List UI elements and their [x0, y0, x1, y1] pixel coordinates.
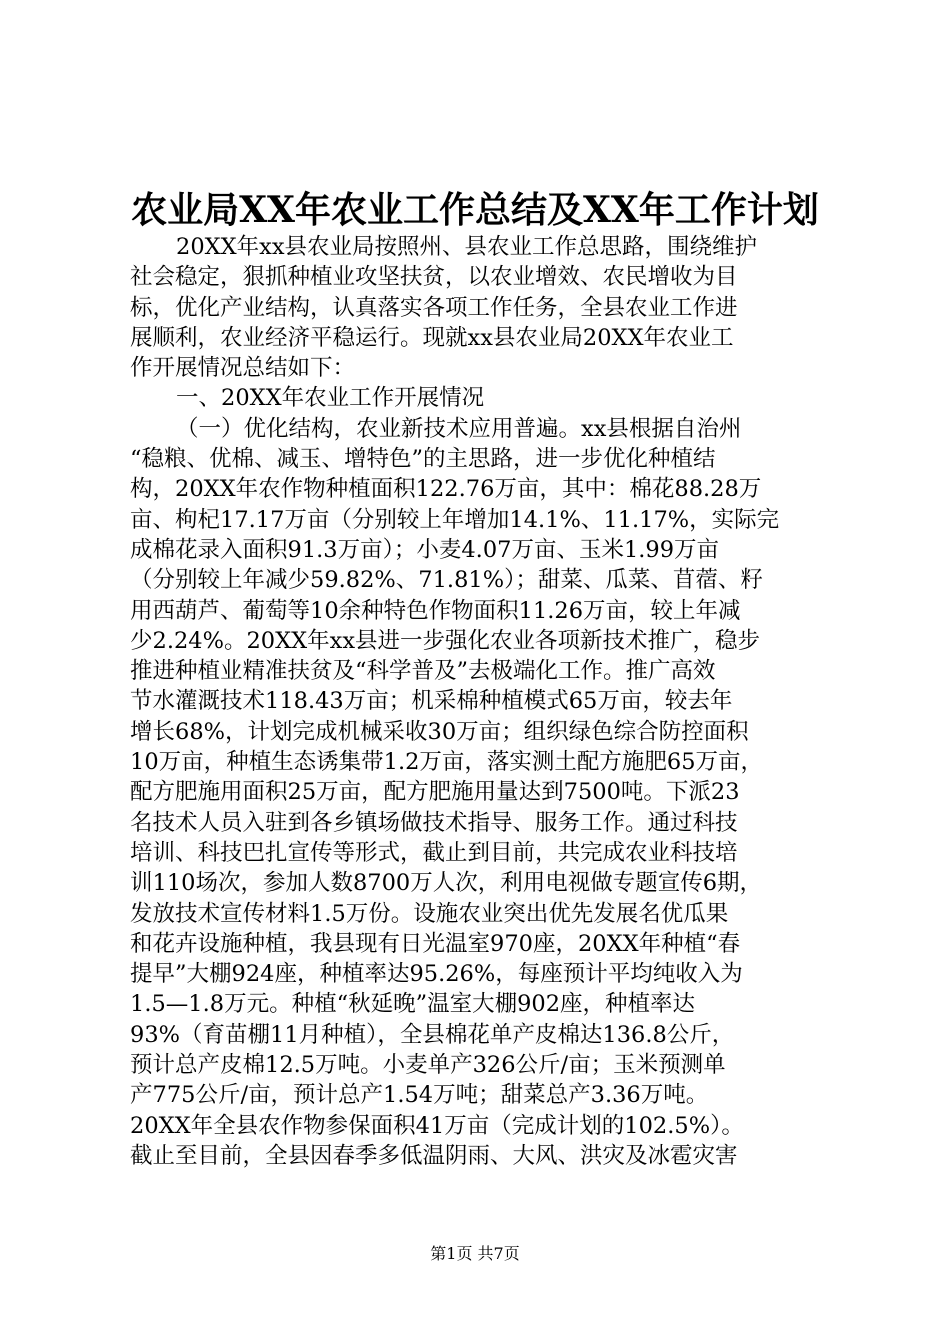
paragraph-line: 增长68%，计划完成机械采收30万亩；组织绿色综合防控面积 [130, 718, 749, 745]
paragraph-line: 社会稳定，狠抓种植业攻坚扶贫，以农业增效、农民增收为目 [130, 264, 738, 291]
paragraph-line: 亩、枸杞17.17万亩（分别较上年增加14.1%、11.17%，实际完 [130, 506, 780, 533]
paragraph-line: 1.5—1.8万元。种植“秋延晚”温室大棚902座，种植率达 [130, 991, 696, 1018]
section-heading: 一、20XX年农业工作开展情况 [176, 385, 485, 412]
paragraph-line: 标，优化产业结构，认真落实各项工作任务，全县农业工作进 [130, 294, 738, 321]
paragraph-line: 20XX年xx县农业局按照州、县农业工作总思路，围绕维护 [176, 234, 758, 260]
paragraph-line: 发放技术宣传材料1.5万份。设施农业突出优先发展名优瓜果 [130, 900, 729, 927]
paragraph-line: （一）优化结构，农业新技术应用普遍。xx县根据自治州 [176, 415, 742, 442]
paragraph-line: 提早”大棚924座，种植率达95.26%，每座预计平均纯收入为 [130, 961, 743, 988]
paragraph-line: 名技术人员入驻到各乡镇场做技术指导、服务工作。通过科技 [130, 809, 738, 836]
paragraph-line: 节水灌溉技术118.43万亩；机采棉种植模式65万亩，较去年 [130, 688, 733, 715]
paragraph-line: 和花卉设施种植，我县现有日光温室970座，20XX年种植“春 [130, 930, 741, 957]
paragraph-line: 展顺利，农业经济平稳运行。现就xx县农业局20XX年农业工 [130, 324, 734, 351]
paragraph-line: 20XX年全县农作物参保面积41万亩（完成计划的102.5%）。 [130, 1112, 744, 1139]
paragraph-line: 推进种植业精准扶贫及“科学普及”去极端化工作。推广高效 [130, 658, 716, 685]
paragraph-line: 截止至目前，全县因春季多低温阴雨、大风、洪灾及冰雹灾害 [130, 1142, 738, 1169]
document-title: 农业局XX年农业工作总结及XX年工作计划 [131, 189, 819, 231]
paragraph-line: 作开展情况总结如下： [130, 355, 356, 382]
paragraph-line: 配方肥施用面积25万亩，配方肥施用量达到7500吨。下派23 [130, 779, 740, 806]
document-body [130, 232, 830, 1171]
paragraph-line: 用西葫芦、葡萄等10余种特色作物面积11.26万亩，较上年减 [130, 597, 741, 624]
paragraph-line: 预计总产皮棉12.5万吨。小麦单产326公斤/亩；玉米预测单 [130, 1052, 726, 1079]
paragraph-line: 构，20XX年农作物种植面积122.76万亩，其中：棉花88.28万 [130, 476, 762, 503]
paragraph-line: “稳粮、优棉、减玉、增特色”的主思路，进一步优化种植结 [130, 446, 716, 473]
paragraph-line: 93%（育苗棚11月种植），全县棉花单产皮棉达136.8公斤， [130, 1021, 735, 1048]
paragraph-line: 训110场次，参加人数8700万人次，利用电视做专题宣传6期， [130, 870, 763, 897]
paragraph-line: 产775公斤/亩，预计总产1.54万吨；甜菜总产3.36万吨。 [130, 1082, 709, 1109]
paragraph-line: （分别较上年减少59.82%、71.81%）；甜菜、瓜菜、苜蓿、籽 [130, 567, 763, 594]
paragraph-line: 10万亩，种植生态诱集带1.2万亩，落实测土配方施肥65万亩， [130, 749, 764, 776]
paragraph-line: 成棉花录入面积91.3万亩）；小麦4.07万亩、玉米1.99万亩 [130, 536, 720, 563]
paragraph-line: 培训、科技巴扎宣传等形式，截止到目前，共完成农业科技培 [130, 839, 738, 866]
paragraph-line: 少2.24%。20XX年xx县进一步强化农业各项新技术推广，稳步 [130, 627, 761, 654]
page-number: 第1页 共7页 [430, 1244, 520, 1263]
